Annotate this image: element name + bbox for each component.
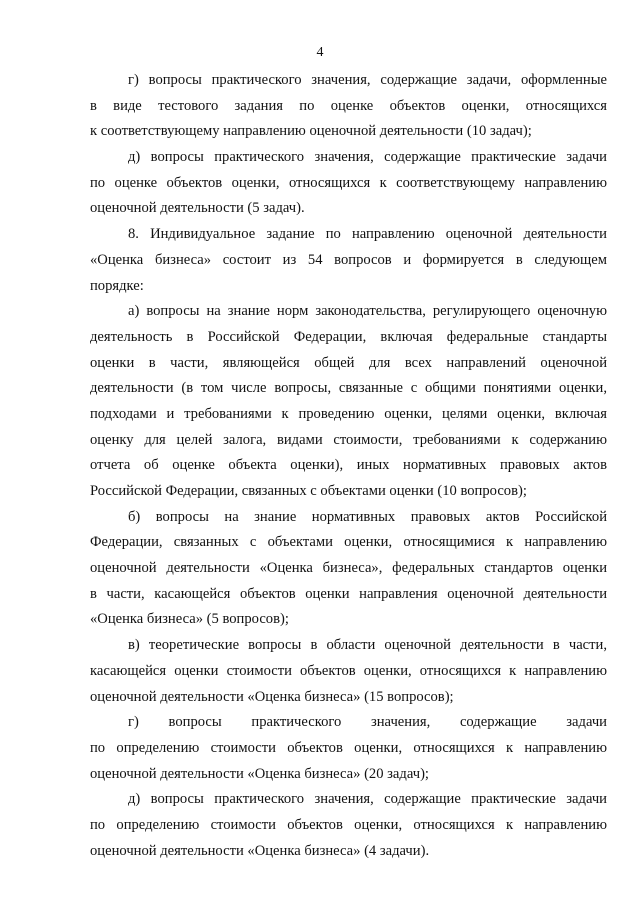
text-line: деятельности (в том числе вопросы, связанные с общими понятиями оценки,: [90, 380, 607, 397]
text-line: а) вопросы на знание норм законодательства, регулирующего оценочную: [128, 303, 607, 320]
text-line: оценки в части, являющейся общей для всех направлений оценочной: [90, 354, 607, 371]
text-line: д) вопросы практического значения, содержащие практические задачи: [128, 791, 607, 808]
paragraph: [90, 505, 607, 633]
text-line: по оценке объектов оценки, относящихся к соответствующему направлению: [90, 174, 607, 191]
text-line: д) вопросы практического значения, содержащие практические задачи: [128, 149, 607, 166]
paragraph: [90, 145, 607, 222]
text-line: касающейся оценки стоимости объектов оценки, относящихся к направлению: [90, 662, 607, 679]
document-body: [90, 68, 607, 864]
text-line: порядке:: [90, 277, 144, 294]
text-line: оценочной деятельности «Оценка бизнеса» (4 задачи).: [90, 842, 430, 859]
text-line: деятельность в Российской Федерации, включая федеральные стандарты: [90, 328, 607, 345]
text-line: Федерации, связанных с объектами оценки, относящимися к направлению: [90, 534, 607, 551]
text-line: «Оценка бизнеса» состоит из 54 вопросов и формируется в следующем: [90, 251, 607, 268]
text-line: оценочной деятельности «Оценка бизнеса», федеральных стандартов оценки: [90, 560, 607, 577]
text-line: по определению стоимости объектов оценки, относящихся к направлению: [90, 739, 607, 756]
text-line: б) вопросы на знание нормативных правовых актов Российской: [128, 508, 607, 525]
text-line: в) теоретические вопросы в области оценочной деятельности в части,: [128, 637, 607, 654]
text-line: «Оценка бизнеса» (5 вопросов);: [90, 611, 289, 628]
text-line: Российской Федерации, связанных с объектами оценки (10 вопросов);: [90, 483, 527, 499]
text-line: подходами и требованиями к проведению оценки, целями оценки, включая: [90, 405, 607, 422]
paragraph: [90, 633, 607, 710]
text-line: оценочной деятельности «Оценка бизнеса» (15 вопросов);: [90, 688, 454, 705]
text-line: по определению стоимости объектов оценки, относящихся к направлению: [90, 816, 607, 833]
text-line: оценку для целей залога, видами стоимости, требованиями к содержанию: [90, 431, 607, 448]
text-line: оценочной деятельности (5 задач).: [90, 200, 305, 217]
text-line: к соответствующему направлению оценочной деятельности (10 задач);: [90, 123, 532, 140]
text-line: оценочной деятельности «Оценка бизнеса» (20 задач);: [90, 765, 429, 782]
text-line: 8. Индивидуальное задание по направлению оценочной деятельности: [128, 226, 607, 243]
paragraph: [90, 787, 607, 864]
page-number: 4: [316, 45, 324, 60]
paragraph: [90, 222, 607, 299]
text-line: отчета об оценке объекта оценки), иных нормативных правовых актов: [90, 457, 607, 474]
text-line: в части, касающейся объектов оценки направления оценочной деятельности: [90, 585, 607, 602]
text-line: г) вопросы практического значения, содержащие задачи: [128, 714, 607, 731]
text-line: г) вопросы практического значения, содержащие задачи, оформленные: [128, 72, 607, 88]
text-line: в виде тестового задания по оценке объектов оценки, относящихся: [90, 97, 607, 114]
paragraph: [90, 710, 607, 787]
paragraph: [90, 68, 607, 145]
paragraph: [90, 299, 607, 505]
